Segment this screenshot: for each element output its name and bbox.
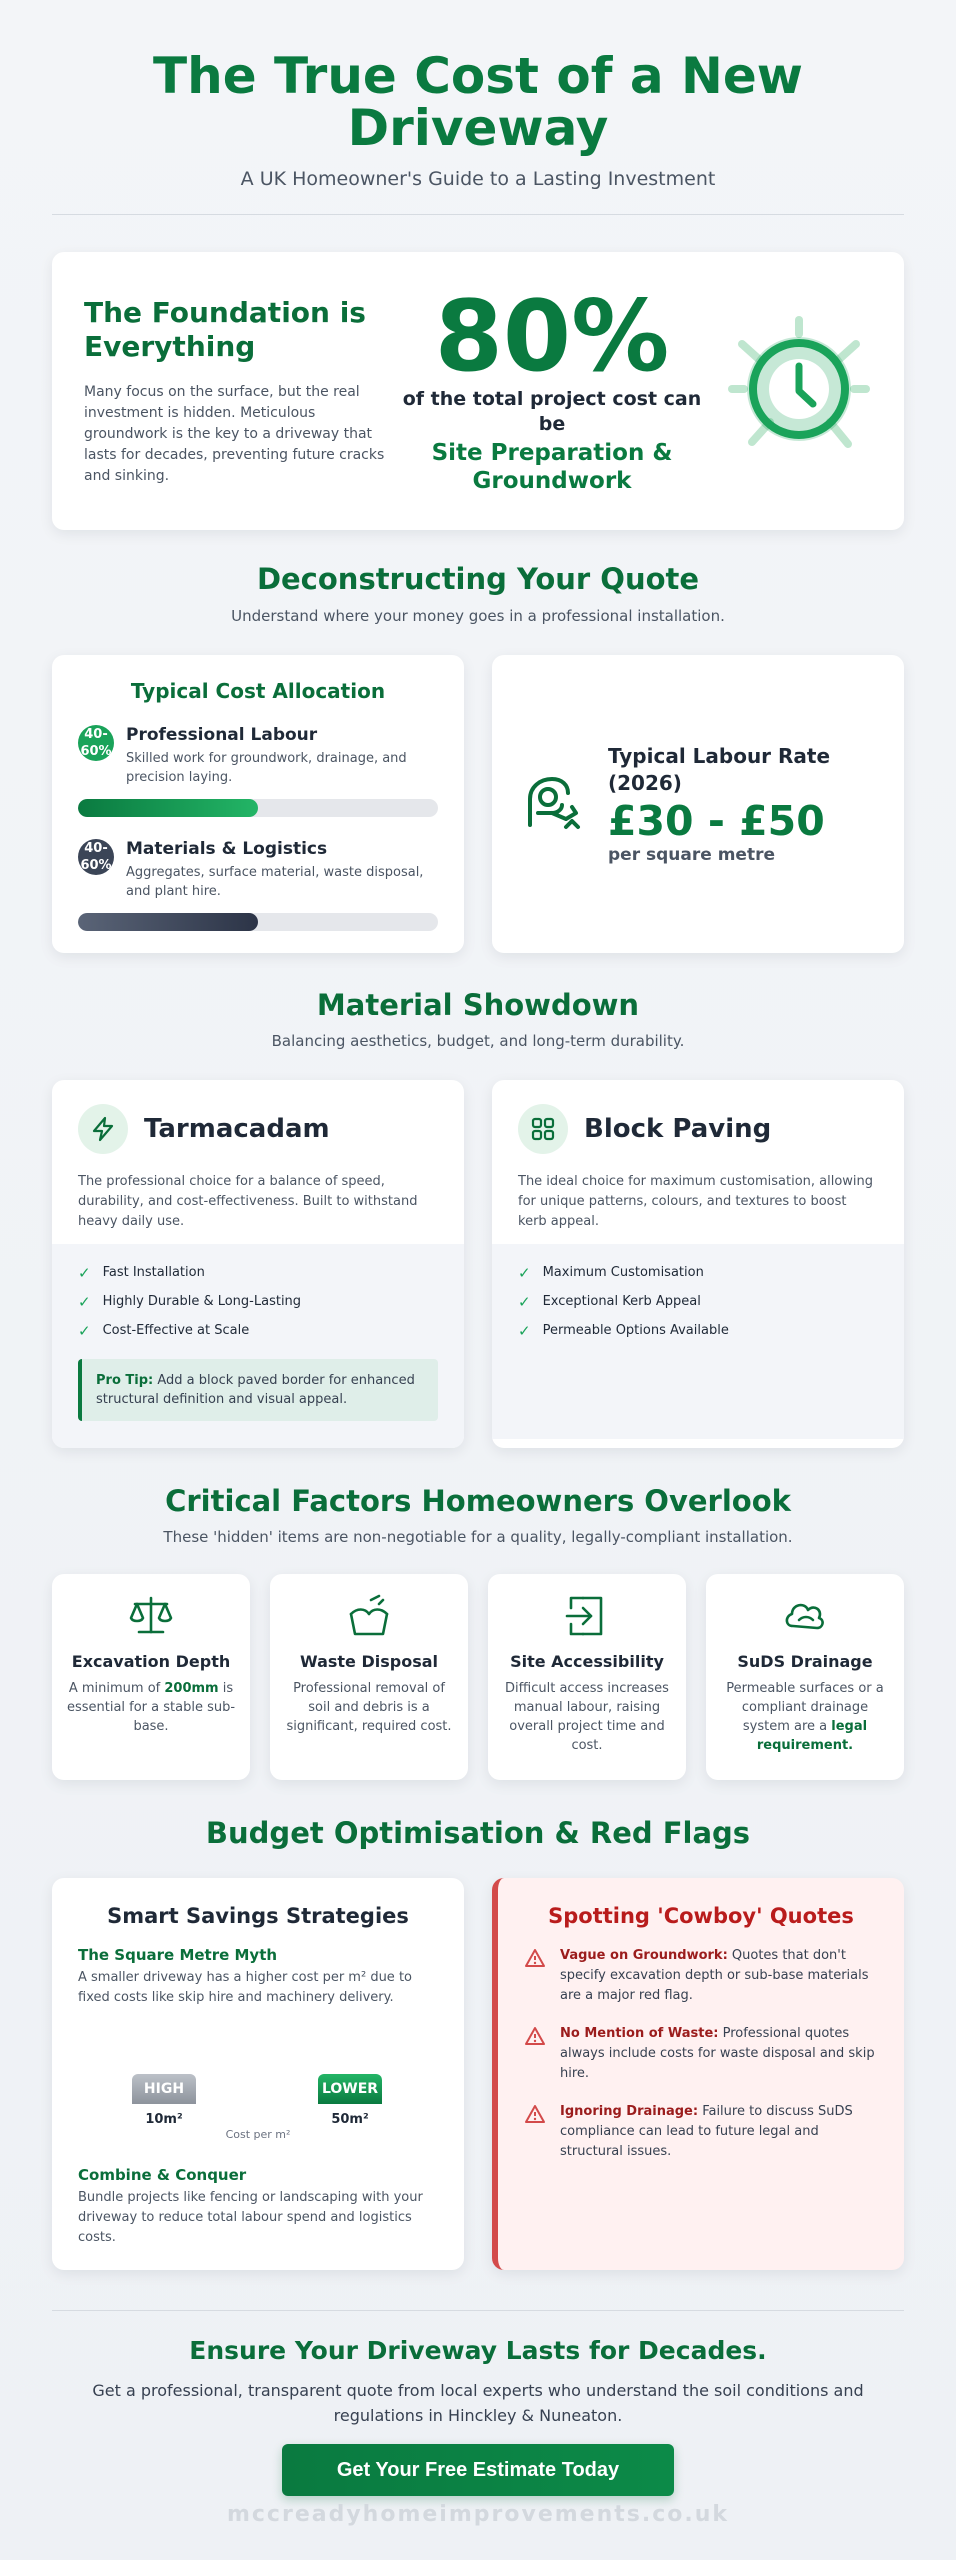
factor-desc: A minimum of 200mm is essential for a stable sub-base. xyxy=(66,1681,236,1734)
allocation-name: Materials & Logistics xyxy=(126,839,328,859)
foundation-body: Many focus on the surface, but the real investment is hidden. Meticulous groundwork is the key to a driveway that lasts for decades, preventing future cracks and sinking. xyxy=(84,383,385,484)
page-title: The True Cost of a New Driveway xyxy=(153,47,803,157)
area-label: 10m² xyxy=(145,2112,183,2127)
quote-section-title: Deconstructing Your Quote xyxy=(256,562,700,596)
allocation-bar-materials xyxy=(78,913,438,931)
tarmacadam-card xyxy=(52,1080,464,1448)
check-icon: ✓ xyxy=(518,1292,531,1311)
pro-tip xyxy=(78,1359,438,1421)
factor-desc: Difficult access increases manual labour, raising overall project time and cost. xyxy=(505,1681,669,1753)
materials-section-subtitle: Balancing aesthetics, budget, and long-term durability. xyxy=(271,1032,685,1050)
red-flag-item: No Mention of Waste: Professional quotes always include costs for waste disposal and skip hire. xyxy=(524,2024,878,2084)
entrance-icon xyxy=(563,1592,611,1640)
warning-icon xyxy=(524,2026,546,2046)
pro-tip-label: Pro Tip: xyxy=(96,1373,154,1388)
free-estimate-button[interactable]: Get Your Free Estimate Today xyxy=(282,2444,674,2496)
factor-desc: Professional removal of soil and debris is a significant, required cost. xyxy=(286,1681,452,1734)
factor-desc: Permeable surfaces or a compliant drainage system are a legal requirement. xyxy=(726,1681,884,1753)
foundation-heading: The Foundation is Everything xyxy=(84,295,366,363)
feature-item: ✓ Fast Installation xyxy=(78,1263,205,1282)
foundation-card xyxy=(52,252,904,530)
feature-item: ✓ Highly Durable & Long-Lasting xyxy=(78,1292,302,1311)
quote-section-subtitle: Understand where your money goes in a professional installation. xyxy=(231,607,725,625)
website-url: mccreadyhomeimprovements.co.uk xyxy=(226,2502,730,2527)
smart-savings-card xyxy=(52,1878,464,2270)
allocation-badge: 40-60% xyxy=(78,725,114,761)
red-flag-item: Vague on Groundwork: Quotes that don't specify excavation depth or sub-base materials are a major red flag. xyxy=(524,1946,878,2006)
cost-tag-lower: LOWER xyxy=(318,2074,382,2104)
lightning-icon xyxy=(78,1104,128,1154)
cta-text: Get a professional, transparent quote from local experts who understand the soil conditions and regulations in Hinckley & Nuneaton. xyxy=(92,2381,864,2425)
scales-icon xyxy=(127,1592,175,1640)
feature-item: ✓ Maximum Customisation xyxy=(518,1263,704,1282)
square-metre-myth-title: The Square Metre Myth xyxy=(78,1946,278,1964)
percent-caption: of the total project cost can be xyxy=(402,388,702,435)
labour-rate-card xyxy=(492,655,904,953)
check-icon: ✓ xyxy=(518,1321,531,1340)
percent-focus: Site Preparation & Groundwork xyxy=(431,440,673,494)
materials-section-title: Material Showdown xyxy=(316,988,640,1022)
factor-waste-disposal xyxy=(270,1574,468,1780)
allocation-name: Professional Labour xyxy=(126,725,318,745)
factor-name: Waste Disposal xyxy=(299,1652,438,1671)
budget-section-title: Budget Optimisation & Red Flags xyxy=(205,1816,751,1850)
factors-section-subtitle: These 'hidden' items are non-negotiable for a quality, legally-compliant installation. xyxy=(163,1528,793,1546)
cta-title: Ensure Your Driveway Lasts for Decades. xyxy=(189,2336,767,2365)
skip-bin-icon xyxy=(345,1592,393,1640)
feature-item: ✓ Cost-Effective at Scale xyxy=(78,1321,250,1340)
cowboy-quotes-heading: Spotting 'Cowboy' Quotes xyxy=(548,1904,854,1928)
labour-rate-unit: per square metre xyxy=(608,845,775,865)
block-paving-title: Block Paving xyxy=(584,1114,772,1144)
check-icon: ✓ xyxy=(78,1321,91,1340)
check-icon: ✓ xyxy=(78,1292,91,1311)
page-subtitle: A UK Homeowner's Guide to a Lasting Investment xyxy=(240,168,716,190)
tarmacadam-title: Tarmacadam xyxy=(144,1114,330,1144)
cost-column-small xyxy=(132,2074,196,2127)
factor-site-accessibility xyxy=(488,1574,686,1780)
allocation-badge: 40-60% xyxy=(78,839,114,875)
groundwork-percent: 80% xyxy=(434,280,670,394)
red-flag-item: Ignoring Drainage: Failure to discuss SuDS compliance can lead to future legal and structural issues. xyxy=(524,2102,878,2162)
factors-section-title: Critical Factors Homeowners Overlook xyxy=(165,1484,791,1518)
cost-per-m2-visual xyxy=(78,2008,438,2158)
clock-icon xyxy=(724,314,874,464)
labour-rate-label: Typical Labour Rate (2026) xyxy=(608,744,831,795)
cost-allocation-card xyxy=(52,655,464,953)
cost-per-caption: Cost per m² xyxy=(225,2128,291,2141)
tarmacadam-desc: The professional choice for a balance of speed, durability, and cost-effectiveness. Built to withstand heavy daily use. xyxy=(78,1174,418,1229)
block-paving-card xyxy=(492,1080,904,1448)
footer-divider xyxy=(52,2310,904,2311)
feature-item: ✓ Permeable Options Available xyxy=(518,1321,729,1340)
feature-item: ✓ Exceptional Kerb Appeal xyxy=(518,1292,701,1311)
warning-icon xyxy=(524,1948,546,1968)
factor-suds-drainage xyxy=(706,1574,904,1780)
allocation-bar-fill xyxy=(78,913,258,931)
tarmacadam-features xyxy=(52,1244,464,1448)
allocation-bar-labour xyxy=(78,799,438,817)
combine-text: Bundle projects like fencing or landscaping with your driveway to reduce total labour spend and logistics costs. xyxy=(78,2190,423,2245)
factor-name: Excavation Depth xyxy=(71,1652,231,1671)
block-paving-desc: The ideal choice for maximum customisation, allowing for unique patterns, colours, and textures to boost kerb appeal. xyxy=(518,1174,874,1229)
factor-name: SuDS Drainage xyxy=(737,1652,873,1671)
block-paving-features xyxy=(492,1244,904,1439)
drainage-cloud-icon xyxy=(781,1592,829,1640)
factor-excavation-depth xyxy=(52,1574,250,1780)
grid-icon xyxy=(518,1104,568,1154)
allocation-desc: Aggregates, surface material, waste disposal, and plant hire. xyxy=(126,865,424,899)
pro-tip-text: Add a block paved border for enhanced structural definition and visual appeal. xyxy=(96,1373,415,1407)
smart-savings-heading: Smart Savings Strategies xyxy=(107,1904,409,1928)
check-icon: ✓ xyxy=(78,1263,91,1282)
header-divider xyxy=(52,214,904,215)
combine-title: Combine & Conquer xyxy=(78,2166,247,2184)
cost-tag-high: HIGH xyxy=(132,2074,196,2104)
allocation-desc: Skilled work for groundwork, drainage, and precision laying. xyxy=(126,751,407,785)
allocation-item-labour xyxy=(78,725,438,787)
factor-name: Site Accessibility xyxy=(510,1652,664,1671)
warning-icon xyxy=(524,2104,546,2124)
cost-column-large xyxy=(318,2074,382,2127)
square-metre-myth-text: A smaller driveway has a higher cost per m² due to fixed costs like skip hire and machinery delivery. xyxy=(78,1970,412,2005)
cost-allocation-heading: Typical Cost Allocation xyxy=(130,679,386,703)
allocation-bar-fill xyxy=(78,799,258,817)
area-label: 50m² xyxy=(331,2112,369,2127)
labour-rate-value: £30 - £50 xyxy=(608,797,825,845)
hand-coin-icon xyxy=(518,769,588,839)
check-icon: ✓ xyxy=(518,1263,531,1282)
cowboy-quotes-card xyxy=(492,1878,904,2270)
allocation-item-materials xyxy=(78,839,438,901)
